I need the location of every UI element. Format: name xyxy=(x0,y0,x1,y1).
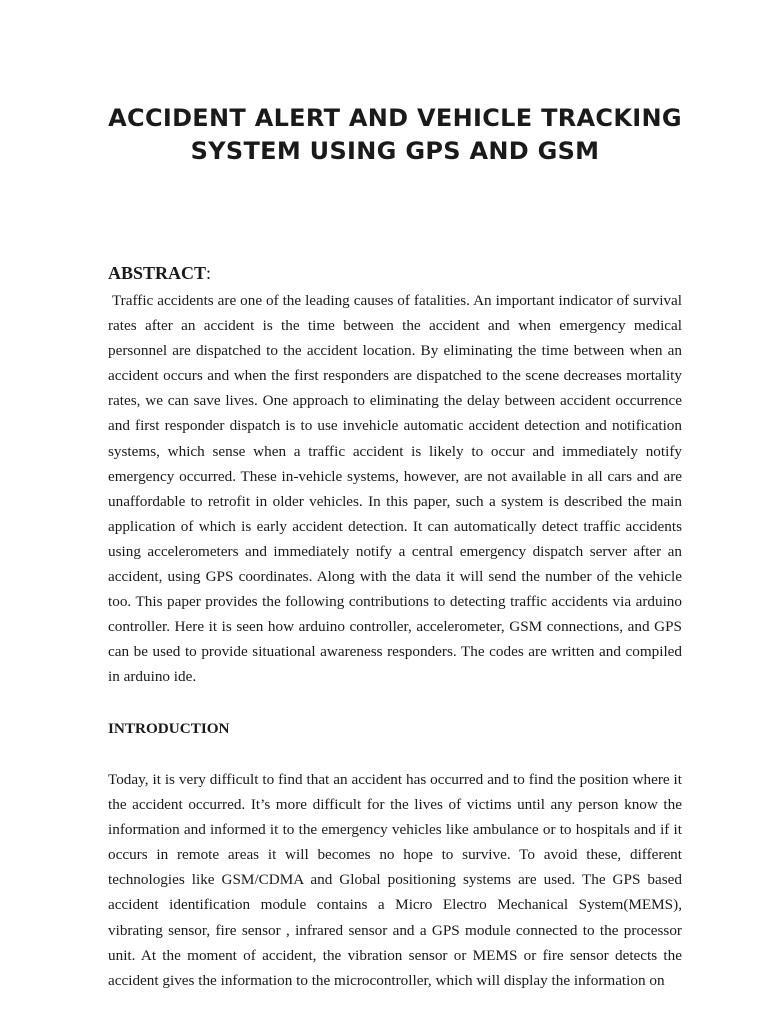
abstract-heading-colon: : xyxy=(206,263,212,283)
abstract-paragraph: Traffic accidents are one of the leading causes of fatalities. An important indicator of survival rates after an accident is the time between the accident and when emergency medical personnel are dispatched to the accident location. By eliminating the time between when an accident occurs and when the first responders are dispatched to the scene decreases mortality rates, we can save lives. One approach to eliminating the delay between accident occurrence and first responder dispatch is to use invehicle automatic accident detection and notification systems, which sense when a traffic accident is likely to occur and immediately notify emergency occurred. These in-vehicle systems, however, are not available in all cars and are unaffordable to retrofit in older vehicles. In this paper, such a system is described the main application of which is early accident detection. It can automatically detect traffic accidents using accelerometers and immediately notify a central emergency dispatch server after an accident, using GPS coordinates. Along with the data it will send the number of the vehicle too. This paper provides the following contributions to detecting traffic accidents via arduino controller. Here it is seen how arduino controller, accelerometer, GSM connections, and GPS can be used to provide situational awareness responders. The codes are written and compiled in arduino ide. xyxy=(108,292,682,686)
abstract-heading xyxy=(108,262,211,284)
introduction-paragraph: Today, it is very difficult to find that an accident has occurred and to find the position where it the accident occurred. It’s more difficult for the lives of victims until any person know the information and informed it to the emergency vehicles like ambulance or to hospitals and if it occurs in remote areas it will becomes no hope to survive. To avoid these, different technologies like GSM/CDMA and Global positioning systems are used. The GPS based accident identification module contains a Micro Electro Mechanical System(MEMS), vibrating sensor, fire sensor , infrared sensor and a GPS module connected to the processor unit. At the moment of accident, the vibration sensor or MEMS or fire sensor detects the accident gives the information to the microcontroller, which will display the information on xyxy=(108,771,682,989)
abstract-heading-label: ABSTRACT xyxy=(108,263,207,283)
paper-title: ACCIDENT ALERT AND VEHICLE TRACKING SYSTEM USING GPS AND GSM xyxy=(108,104,682,165)
introduction-heading: INTRODUCTION xyxy=(108,720,230,737)
